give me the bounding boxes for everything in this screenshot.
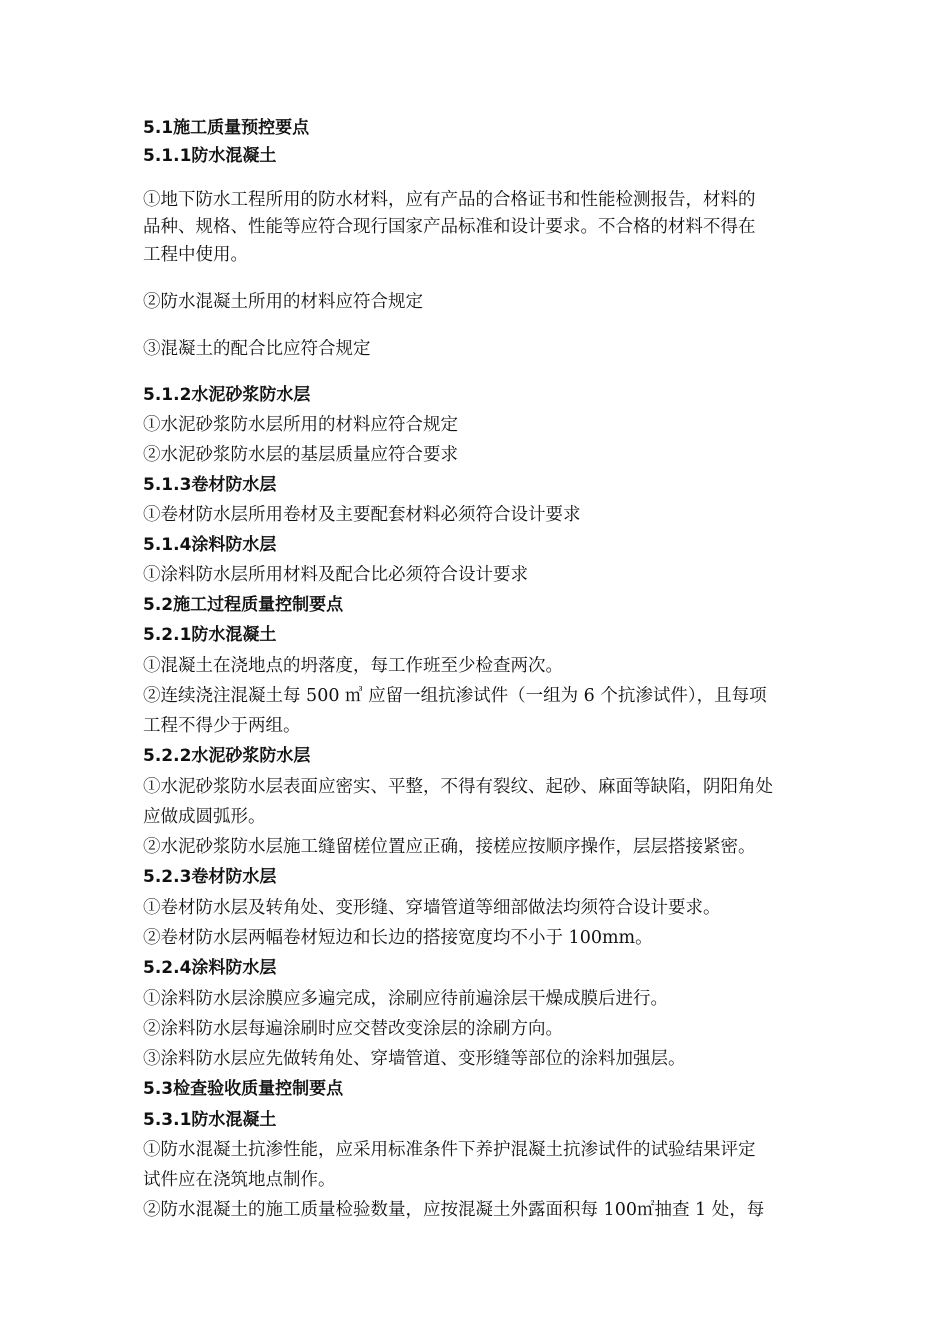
paragraph-line: 工程不得少于两组。 [143, 716, 301, 736]
heading-5-2-3: 5.2.3卷材防水层 [143, 867, 277, 887]
paragraph-line: 品种、规格、性能等应符合现行国家产品标准和设计要求。不合格的材料不得在 [143, 217, 756, 237]
heading-5-2: 5.2施工过程质量控制要点 [143, 595, 344, 615]
paragraph-line: ①水泥砂浆防水层表面应密实、平整，不得有裂纹、起砂、麻面等缺陷，阴阳角处 [143, 777, 773, 797]
paragraph-line: ②水泥砂浆防水层施工缝留槎位置应正确，接槎应按顺序操作，层层搭接紧密。 [143, 837, 756, 857]
paragraph-line: ③混凝土的配合比应符合规定 [143, 339, 371, 359]
paragraph-line: 应做成圆弧形。 [143, 807, 266, 827]
paragraph-line: ①涂料防水层涂膜应多遍完成，涂刷应待前遍涂层干燥成膜后进行。 [143, 989, 668, 1009]
paragraph-line: ②涂料防水层每遍涂刷时应交替改变涂层的涂刷方向。 [143, 1019, 563, 1039]
paragraph-line: ①防水混凝土抗渗性能，应采用标准条件下养护混凝土抗渗试件的试验结果评定 [143, 1140, 756, 1160]
paragraph-line: ①涂料防水层所用材料及配合比必须符合设计要求 [143, 565, 528, 585]
paragraph-line: ③涂料防水层应先做转角处、穿墙管道、变形缝等部位的涂料加强层。 [143, 1049, 686, 1069]
heading-5-1-4: 5.1.4涂料防水层 [143, 535, 277, 555]
paragraph-line: 工程中使用。 [143, 245, 248, 265]
paragraph-line: ①卷材防水层所用卷材及主要配套材料必须符合设计要求 [143, 505, 581, 525]
paragraph-line: ②水泥砂浆防水层的基层质量应符合要求 [143, 445, 458, 465]
heading-5-3-1: 5.3.1防水混凝土 [143, 1110, 277, 1130]
paragraph-line: 试件应在浇筑地点制作。 [143, 1170, 336, 1190]
paragraph-line: ②防水混凝土的施工质量检验数量，应按混凝土外露面积每 100㎡抽查 1 处，每 [143, 1200, 765, 1220]
paragraph-line: ①卷材防水层及转角处、变形缝、穿墙管道等细部做法均须符合设计要求。 [143, 898, 721, 918]
paragraph-line: ①地下防水工程所用的防水材料，应有产品的合格证书和性能检测报告，材料的 [143, 190, 756, 210]
heading-5-3: 5.3检查验收质量控制要点 [143, 1079, 344, 1099]
paragraph-line: ①水泥砂浆防水层所用的材料应符合规定 [143, 415, 458, 435]
heading-5-1-3: 5.1.3卷材防水层 [143, 475, 277, 495]
heading-5-1-2: 5.1.2水泥砂浆防水层 [143, 385, 311, 405]
paragraph-line: ①混凝土在浇地点的坍落度，每工作班至少检查两次。 [143, 656, 563, 676]
paragraph-line: ②防水混凝土所用的材料应符合规定 [143, 292, 423, 312]
heading-5-1: 5.1施工质量预控要点 [143, 118, 310, 138]
heading-5-1-1: 5.1.1防水混凝土 [143, 146, 277, 166]
heading-5-2-2: 5.2.2水泥砂浆防水层 [143, 746, 311, 766]
paragraph-line: ②连续浇注混凝土每 500 ㎥ 应留一组抗渗试件（一组为 6 个抗渗试件），且每项 [143, 686, 767, 706]
paragraph-line: ②卷材防水层两幅卷材短边和长边的搭接宽度均不小于 100mm。 [143, 928, 653, 948]
heading-5-2-4: 5.2.4涂料防水层 [143, 958, 277, 978]
heading-5-2-1: 5.2.1防水混凝土 [143, 625, 277, 645]
